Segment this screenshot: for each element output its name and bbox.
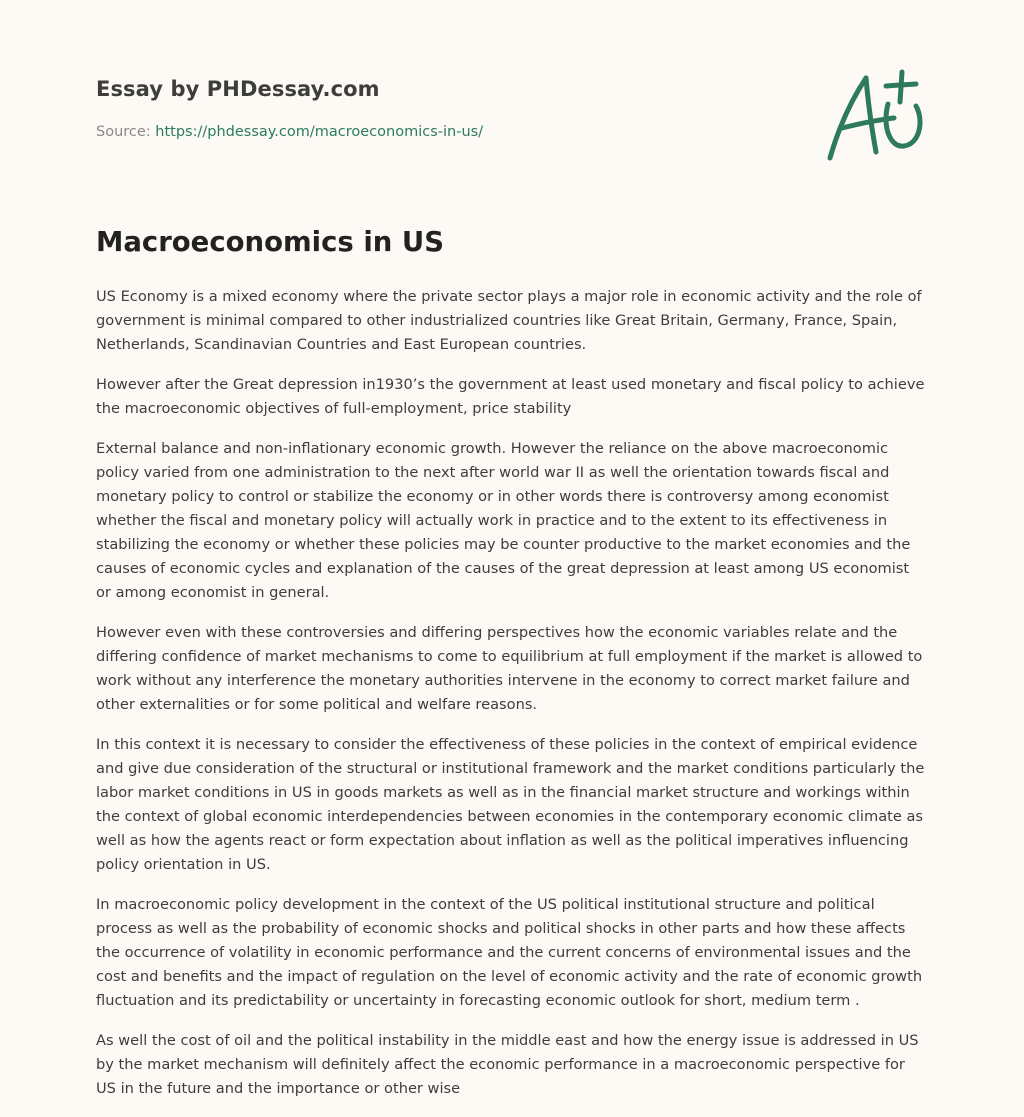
essay-paragraph: However after the Great depression in1930’s the government at least used monetary and fiscal policy to achieve the macroeconomic objectives of full-employment, price stability xyxy=(96,376,925,417)
source-label: Source: xyxy=(96,124,151,140)
essay-body xyxy=(96,285,928,1117)
essay-paragraph: As well the cost of oil and the political instability in the middle east and how the energy issue is addressed in US by the market mechanism will definitely affect the economic performance in a macroeconomic perspective for US in the future and the importance or other wise xyxy=(96,1032,919,1097)
source-line xyxy=(96,124,483,140)
essay-paragraph: US Economy is a mixed economy where the private sector plays a major role in economic activity and the role of government is minimal compared to other industrialized countries like Great Britain, Germany, France, Spain, Netherlands, Scandinavian Countries and East European countries. xyxy=(96,288,922,353)
essay-title: Macroeconomics in US xyxy=(96,226,445,258)
essay-paragraph: However even with these controversies and differing perspectives how the economic variables relate and the differing confidence of market mechanisms to come to equilibrium at full employment if the market is allowed to work without any interference the monetary authorities intervene in the economy to correct market failure and other externalities or for some political and welfare reasons. xyxy=(96,624,923,713)
essay-paragraph: External balance and non-inflationary economic growth. However the reliance on the above macroeconomic policy varied from one administration to the next after world war II as well the orientation towards fiscal and monetary policy to control or stabilize the economy or in other words there is controversy among economist whether the fiscal and monetary policy will actually work in practice and to the extent to its effectiveness in stabilizing the economy or whether these policies may be counter productive to the market economies and the causes of economic cycles and explanation of the causes of the great depression at least among US economist or among economist in general. xyxy=(96,440,911,601)
a-plus-logo-icon xyxy=(824,68,928,164)
source-link[interactable]: https://phdessay.com/macroeconomics-in-us/ xyxy=(155,124,484,140)
page-header xyxy=(96,0,928,200)
essay-paragraph: In macroeconomic policy development in the context of the US political institutional structure and political process as well as the probability of economic shocks and political shocks in other parts and how these affects the occurrence of volatility in economic performance and the current concerns of environmental issues and the cost and benefits and the impact of regulation on the level of economic activity and the rate of economic growth fluctuation and its predictability or uncertainty in forecasting economic outlook for short, medium term . xyxy=(96,896,923,1009)
essay-page xyxy=(96,0,928,1097)
site-title: Essay by PHDessay.com xyxy=(96,77,380,101)
essay-paragraph: In this context it is necessary to consider the effectiveness of these policies in the context of empirical evidence and give due consideration of the structural or institutional framework and the market conditions particularly the labor market conditions in US in goods markets as well as in the financial market structure and workings within the context of global economic interdependencies between economies in the contemporary economic climate as well as how the agents react or form expectation about inflation as well as the political imperatives influencing policy orientation in US. xyxy=(96,736,925,873)
